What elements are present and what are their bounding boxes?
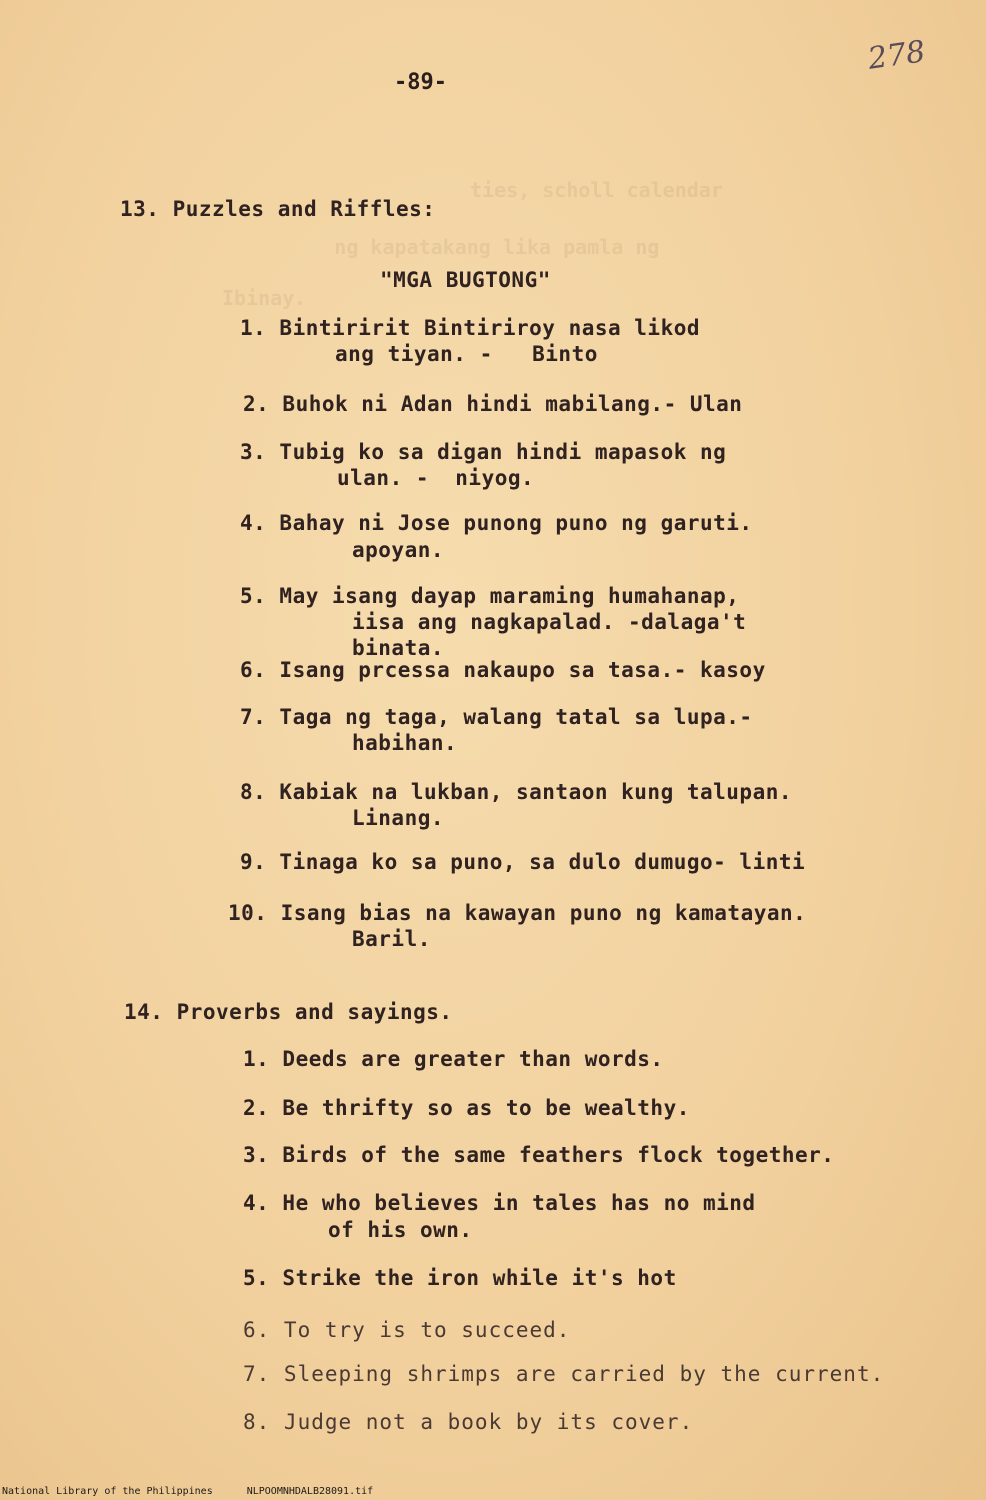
riddle-7-line-2: habihan. bbox=[352, 731, 458, 755]
riddle-4-line-1: 4. Bahay ni Jose punong puno ng garuti. bbox=[240, 511, 753, 535]
riddle-5-line-3: binata. bbox=[352, 636, 445, 660]
proverb-4-line-2: of his own. bbox=[328, 1218, 473, 1242]
riddle-3-line-1: 3. Tubig ko sa digan hindi mapasok ng bbox=[240, 440, 727, 464]
riddle-8-line-1: 8. Kabiak na lukban, santaon kung talupan. bbox=[240, 780, 793, 804]
footer-institution: National Library of the Philippines bbox=[2, 1486, 213, 1497]
section-14-heading: 14. Proverbs and sayings. bbox=[124, 1000, 453, 1024]
riddle-10-line-1: 10. Isang bias na kawayan puno ng kamatayan. bbox=[228, 901, 807, 925]
riddle-5-line-1: 5. May isang dayap maraming humahanap, bbox=[240, 584, 740, 608]
section-13-subtitle: "MGA BUGTONG" bbox=[380, 268, 551, 292]
proverb-5: 5. Strike the iron while it's hot bbox=[243, 1266, 677, 1290]
riddle-5-line-2: iisa ang nagkapalad. -dalaga't bbox=[352, 610, 747, 634]
section-13-heading: 13. Puzzles and Riffles: bbox=[120, 197, 436, 221]
proverb-2: 2. Be thrifty so as to be wealthy. bbox=[243, 1096, 690, 1120]
bleed-through-text: ng kapatakang lika pamla ng bbox=[250, 235, 660, 259]
proverb-1: 1. Deeds are greater than words. bbox=[243, 1047, 664, 1071]
riddle-9: 9. Tinaga ko sa puno, sa dulo dumugo- linti bbox=[240, 850, 806, 874]
proverb-7: 7. Sleeping shrimps are carried by the current. bbox=[243, 1362, 885, 1386]
riddle-2: 2. Buhok ni Adan hindi mabilang.- Ulan bbox=[243, 392, 743, 416]
scan-footer bbox=[2, 1486, 407, 1497]
riddle-1-line-2: ang tiyan. - Binto bbox=[335, 342, 598, 366]
proverb-4-line-1: 4. He who believes in tales has no mind bbox=[243, 1191, 756, 1215]
riddle-10-line-2: Baril. bbox=[352, 927, 431, 951]
proverb-3: 3. Birds of the same feathers flock together. bbox=[243, 1143, 835, 1167]
bleed-through-text: Ibinay. bbox=[222, 286, 307, 310]
handwritten-page-number: 278 bbox=[865, 34, 928, 77]
riddle-4-line-2: apoyan. bbox=[352, 538, 445, 562]
footer-file-id: NLPOOMNHDALB28091.tif bbox=[246, 1486, 374, 1497]
bleed-through-text: ties, scholl calendar bbox=[470, 178, 723, 202]
page-number: -89- bbox=[394, 70, 447, 95]
riddle-6: 6. Isang prcessa nakaupo sa tasa.- kasoy bbox=[240, 658, 766, 682]
proverb-8: 8. Judge not a book by its cover. bbox=[243, 1410, 694, 1434]
riddle-3-line-2: ulan. - niyog. bbox=[337, 466, 535, 490]
riddle-1-line-1: 1. Bintiririt Bintiriroy nasa likod bbox=[240, 316, 701, 340]
riddle-8-line-2: Linang. bbox=[352, 806, 445, 830]
riddle-7-line-1: 7. Taga ng taga, walang tatal sa lupa.- bbox=[240, 705, 753, 729]
proverb-6: 6. To try is to succeed. bbox=[243, 1318, 571, 1342]
